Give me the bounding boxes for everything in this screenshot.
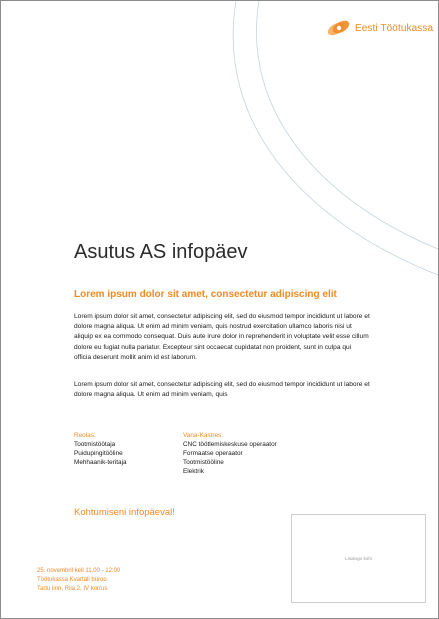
brand-name: Eesti Töötukassa — [355, 22, 434, 34]
arc-outer — [233, 1, 438, 275]
event-address: Tartu linn, Riia 2, IV korrus — [37, 586, 108, 593]
column-heading: Reolas: — [74, 432, 96, 439]
logo-placeholder-box — [291, 514, 426, 603]
subtitle: Lorem ipsum dolor sit amet, consectetur adipiscing elit — [74, 289, 337, 300]
list-item: Tootmistöötaja — [74, 441, 116, 448]
event-place: Töötukassa Kvartali büroo — [37, 577, 107, 584]
list-item: Elektrik — [183, 468, 204, 475]
body-paragraph: Lorem ipsum dolor sit amet, consectetur adipiscing elit, sed do eiusmod tempor incididunt ut labore et dolore magna aliqua. Ut enim ad minim veniam, quis nostrud exercitation ullamco laboris nisi ut aliquip ex ea commodo consequat. Duis aute irure dolor in reprehenderit in voluptate velit esse cillum dolore eu fugiat nulla pariatur. Excepteur sint occaecat cupidatat non proident, sunt in culpa qui officia deserunt mollit anim id est laborum. — [74, 313, 370, 361]
logo-placeholder-label: Lisalogo kohi — [345, 556, 372, 561]
location-column-vana-kastre — [183, 431, 277, 476]
column-heading: Vana-Kastres: — [183, 432, 224, 439]
page-title: Asutus AS infopäev — [74, 241, 248, 263]
brand-logo — [326, 17, 433, 39]
list-item: Formaatse operaator — [183, 450, 243, 457]
list-item: CNC töötlemiskeskuse operaator — [183, 441, 277, 448]
list-item: Mehhaanik-teritaja — [74, 459, 127, 466]
event-details — [37, 567, 120, 595]
event-datetime: 25. novembril kell 11.00 - 12:00 — [37, 568, 121, 574]
location-column-reola — [74, 431, 127, 467]
meeting-heading: Kohtumiseni infopäeval! — [74, 507, 175, 518]
list-item: Puidupingitööline — [74, 450, 123, 457]
body-paragraph: Lorem ipsum dolor sit amet, consectetur adipiscing elit, sed do eiusmod tempor incididunt ut labore et dolore magna aliqua. Ut enim ad minim veniam, quis — [74, 381, 370, 399]
list-item: Tootmistööline — [183, 459, 224, 466]
leaf-logo-icon — [326, 17, 352, 39]
